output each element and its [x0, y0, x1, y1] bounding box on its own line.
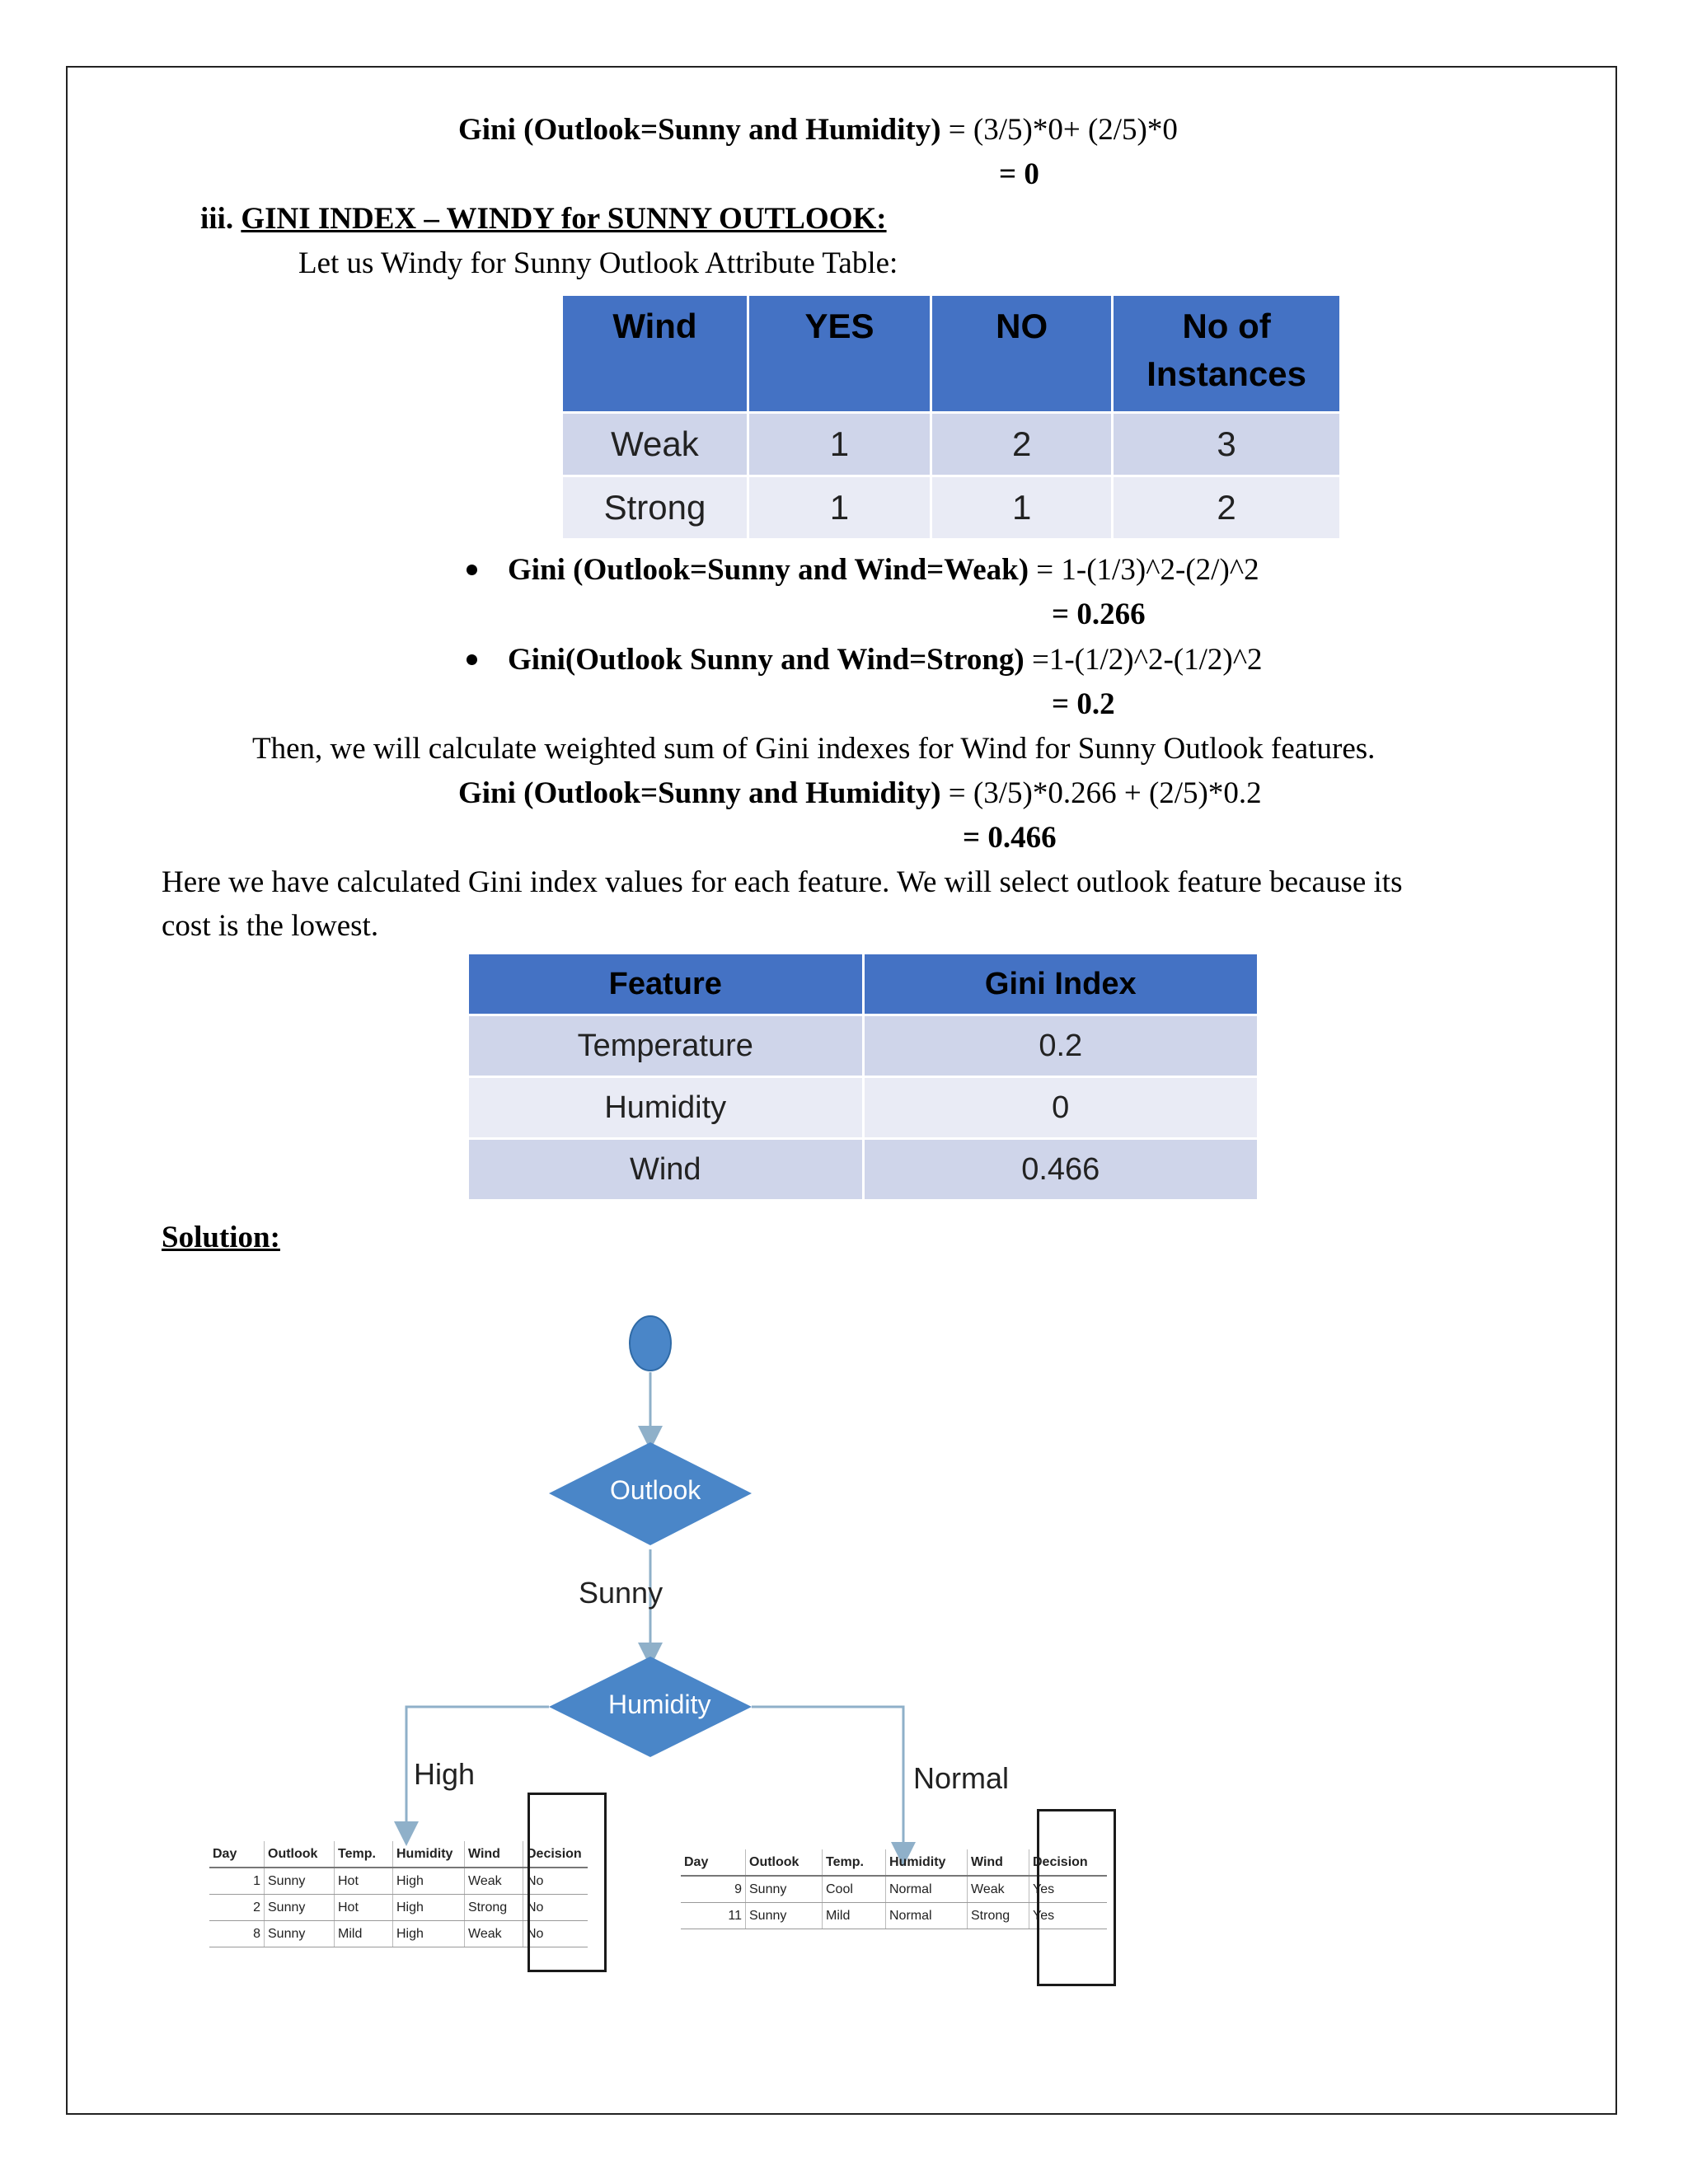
table-cell: Humidity: [468, 1077, 864, 1139]
table-cell: Mild: [823, 1903, 886, 1929]
table-cell: No: [523, 1921, 588, 1947]
equation-lhs: Gini (Outlook=Sunny and Humidity): [458, 113, 941, 147]
table-cell: Strong: [968, 1903, 1029, 1929]
table-cell: 1: [931, 476, 1113, 540]
header-cell: Temp.: [335, 1841, 393, 1868]
table-cell: 1: [748, 413, 931, 476]
header-cell: Wind: [465, 1841, 523, 1868]
table-cell: Weak: [968, 1876, 1029, 1903]
table-cell: Hot: [335, 1895, 393, 1921]
equation-result: = 0: [999, 157, 1039, 191]
summary-line-2: cost is the lowest.: [162, 909, 379, 943]
branch-label-high: High: [414, 1757, 476, 1791]
header-cell: Temp.: [823, 1849, 886, 1876]
table-cell: No: [523, 1868, 588, 1895]
table-cell: Cool: [823, 1876, 886, 1903]
header-cell: Outlook: [265, 1841, 335, 1868]
root-node: [630, 1316, 671, 1371]
header-cell: Day: [681, 1849, 746, 1876]
weighted-intro: Then, we will calculate weighted sum of Gini indexes for Wind for Sunny Outlook features.: [252, 732, 1376, 766]
table-cell: Wind: [468, 1139, 864, 1201]
table-cell: Weak: [562, 413, 748, 476]
header-cell: Gini Index: [863, 954, 1259, 1015]
high-decision-highlight: [528, 1793, 607, 1972]
table-cell: 0: [863, 1077, 1259, 1139]
equation-rhs: = (3/5)*0+ (2/5)*0: [940, 113, 1178, 147]
gini-strong-rhs: =1-(1/2)^2-(1/2)^2: [1024, 643, 1263, 677]
table-cell: 3: [1113, 413, 1341, 476]
table-cell: 2: [1113, 476, 1341, 540]
header-cell: YES: [748, 295, 931, 413]
solution-label: Solution:: [162, 1221, 280, 1254]
edge-humidity-normal: [752, 1707, 903, 1854]
table-cell: Weak: [465, 1868, 523, 1895]
intro-text: Let us Windy for Sunny Outlook Attribute Table:: [298, 246, 898, 280]
header-cell: NO: [931, 295, 1113, 413]
gini-strong-lhs: Gini(Outlook Sunny and Wind=Strong): [508, 643, 1025, 677]
header-cell: Feature: [468, 954, 864, 1015]
summary-line-1: Here we have calculated Gini index values for each feature. We will select outlook feature because its: [162, 865, 1403, 899]
table-cell: Yes: [1029, 1903, 1108, 1929]
table-cell: 8: [209, 1921, 265, 1947]
table-cell: Sunny: [265, 1868, 335, 1895]
table-cell: Strong: [562, 476, 748, 540]
tree-edges: [406, 1372, 903, 1854]
humidity-node-label: Humidity: [608, 1690, 711, 1719]
header-cell: Humidity: [393, 1841, 465, 1868]
section-number: iii.: [200, 202, 234, 236]
branch-label-normal: Normal: [913, 1761, 1010, 1795]
normal-decision-highlight: [1037, 1809, 1116, 1986]
table-cell: Hot: [335, 1868, 393, 1895]
gini-strong-result: = 0.2: [1052, 687, 1115, 721]
table-cell: Mild: [335, 1921, 393, 1947]
weighted-result: = 0.466: [963, 821, 1057, 855]
weighted-lhs: Gini (Outlook=Sunny and Humidity): [458, 776, 941, 810]
header-cell: Wind: [562, 295, 748, 413]
header-cell: Wind: [968, 1849, 1029, 1876]
table-cell: 0.2: [863, 1015, 1259, 1077]
table-cell: 1: [748, 476, 931, 540]
table-cell: Normal: [886, 1903, 968, 1929]
table-cell: Sunny: [265, 1921, 335, 1947]
table-cell: 9: [681, 1876, 746, 1903]
header-cell: Decision: [523, 1841, 588, 1868]
table-cell: 0.466: [863, 1139, 1259, 1201]
table-cell: Strong: [465, 1895, 523, 1921]
table-cell: High: [393, 1895, 465, 1921]
section-title: GINI INDEX – WINDY for SUNNY OUTLOOK:: [241, 202, 887, 236]
table-cell: Sunny: [746, 1876, 823, 1903]
table-cell: Sunny: [265, 1895, 335, 1921]
table-cell: Weak: [465, 1921, 523, 1947]
table-cell: 2: [931, 413, 1113, 476]
table-cell: Temperature: [468, 1015, 864, 1077]
edge-label-sunny: Sunny: [579, 1576, 663, 1610]
table-cell: 11: [681, 1903, 746, 1929]
gini-weak-result: = 0.266: [1052, 598, 1146, 631]
table-cell: High: [393, 1921, 465, 1947]
table-cell: High: [393, 1868, 465, 1895]
header-cell: Outlook: [746, 1849, 823, 1876]
table-cell: Yes: [1029, 1876, 1108, 1903]
header-cell: No of Instances: [1113, 295, 1341, 413]
weighted-rhs: = (3/5)*0.266 + (2/5)*0.2: [940, 776, 1262, 810]
header-cell: Humidity: [886, 1849, 968, 1876]
gini-weak-lhs: Gini (Outlook=Sunny and Wind=Weak): [508, 553, 1029, 587]
table-cell: Sunny: [746, 1903, 823, 1929]
table-cell: 2: [209, 1895, 265, 1921]
header-cell: Day: [209, 1841, 265, 1868]
header-cell: Decision: [1029, 1849, 1108, 1876]
table-cell: Normal: [886, 1876, 968, 1903]
outlook-node-label: Outlook: [610, 1475, 701, 1505]
table-cell: 1: [209, 1868, 265, 1895]
gini-weak-rhs: = 1-(1/3)^2-(2/)^2: [1029, 553, 1259, 587]
table-cell: No: [523, 1895, 588, 1921]
